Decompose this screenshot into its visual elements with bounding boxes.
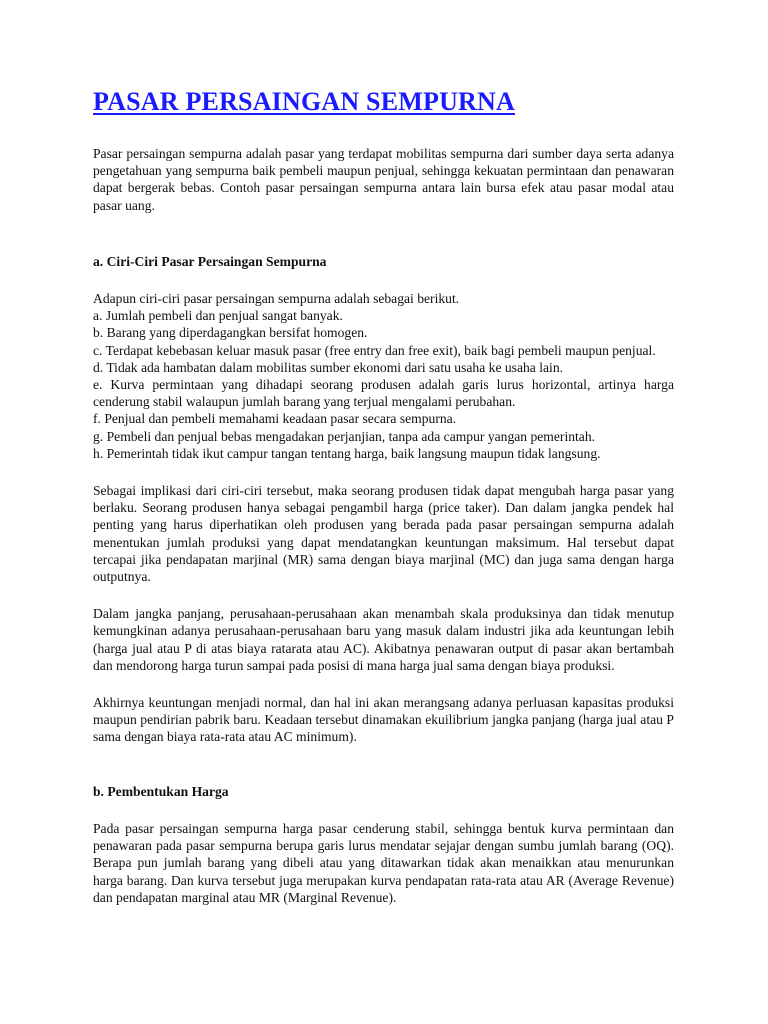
section-a-lead: Adapun ciri-ciri pasar persaingan sempurna adalah sebagai berikut. <box>93 291 460 307</box>
section-a-list <box>93 290 674 462</box>
intro-paragraph: Pasar persaingan sempurna adalah pasar yang terdapat mobilitas sempurna dari sumber daya serta adanya pengetahuan yang sempurna baik pembeli maupun penjual, sehingga kekuatan permintaan dan penawaran dapat bergerak bebas. Contoh pasar persaingan sempurna antara lain bursa efek atau pasar modal atau pasar uang. <box>93 146 674 213</box>
section-a-heading: a. Ciri-Ciri Pasar Persaingan Sempurna <box>93 253 327 269</box>
list-item: h. Pemerintah tidak ikut campur tangan tentang harga, baik langsung maupun tidak langsung. <box>93 445 601 461</box>
long-run-paragraph: Dalam jangka panjang, perusahaan-perusahaan akan menambah skala produksinya dan tidak menutup kemungkinan adanya perusahaan-perusahaan baru yang masuk dalam industri jika ada keuntungan lebih (harga jual atau P di atas biaya ratarata atau AC). Akibatnya penawaran output di pasar akan bertambah dan mendorong harga turun sampai pada posisi di mana harga jual sama dengan biaya produksi. <box>93 606 674 673</box>
implication-paragraph: Sebagai implikasi dari ciri-ciri tersebut, maka seorang produsen tidak dapat mengubah harga pasar yang berlaku. Seorang produsen hanya sebagai pengambil harga (price taker). Dan dalam jangka pendek hal penting yang harus diperhatikan oleh produsen yang berada pada pasar persaingan sempurna adalah menentukan jumlah produksi yang dapat mendatangkan keuntungan maksimum. Hal tersebut dapat tercapai jika pendapatan marjinal (MR) sama dengan biaya marjinal (MC) dan juga sama dengan harga outputnya. <box>93 483 674 585</box>
list-item: b. Barang yang diperdagangkan bersifat homogen. <box>93 325 368 341</box>
equilibrium-paragraph: Akhirnya keuntungan menjadi normal, dan hal ini akan merangsang adanya perluasan kapasitas produksi maupun pendirian pabrik baru. Keadaan tersebut dinamakan ekuilibrium jangka panjang (harga jual atau P sama dengan biaya rata-rata atau AC minimum). <box>93 695 674 745</box>
list-item: e. Kurva permintaan yang dihadapi seorang produsen adalah garis lurus horizontal, artinya harga cenderung stabil walaupun jumlah barang yang terjual mengalami perubahan. <box>93 377 674 410</box>
list-item: g. Pembeli dan penjual bebas mengadakan perjanjian, tanpa ada campur yangan pemerintah. <box>93 428 596 444</box>
list-item: a. Jumlah pembeli dan penjual sangat banyak. <box>93 308 343 324</box>
price-formation-paragraph: Pada pasar persaingan sempurna harga pasar cenderung stabil, sehingga bentuk kurva permintaan dan penawaran pada pasar sempurna berupa garis lurus mendatar sejajar dengan sumbu jumlah barang (OQ). Berapa pun jumlah barang yang dibeli atau yang ditawarkan tidak akan menaikkan atau menurunkan harga barang. Dan kurva tersebut juga merupakan kurva pendapatan rata-rata atau AR (Average Revenue) dan pendapatan marginal atau MR (Marginal Revenue). <box>93 820 674 905</box>
section-b-heading: b. Pembentukan Harga <box>93 783 229 799</box>
list-item: f. Penjual dan pembeli memahami keadaan pasar secara sempurna. <box>93 411 457 427</box>
page-title-link[interactable]: PASAR PERSAINGAN SEMPURNA <box>93 87 515 116</box>
list-item: c. Terdapat kebebasan keluar masuk pasar (free entry dan free exit), baik bagi pembeli maupun penjual. <box>93 342 656 358</box>
list-item: d. Tidak ada hambatan dalam mobilitas sumber ekonomi dari satu usaha ke usaha lain. <box>93 359 564 375</box>
